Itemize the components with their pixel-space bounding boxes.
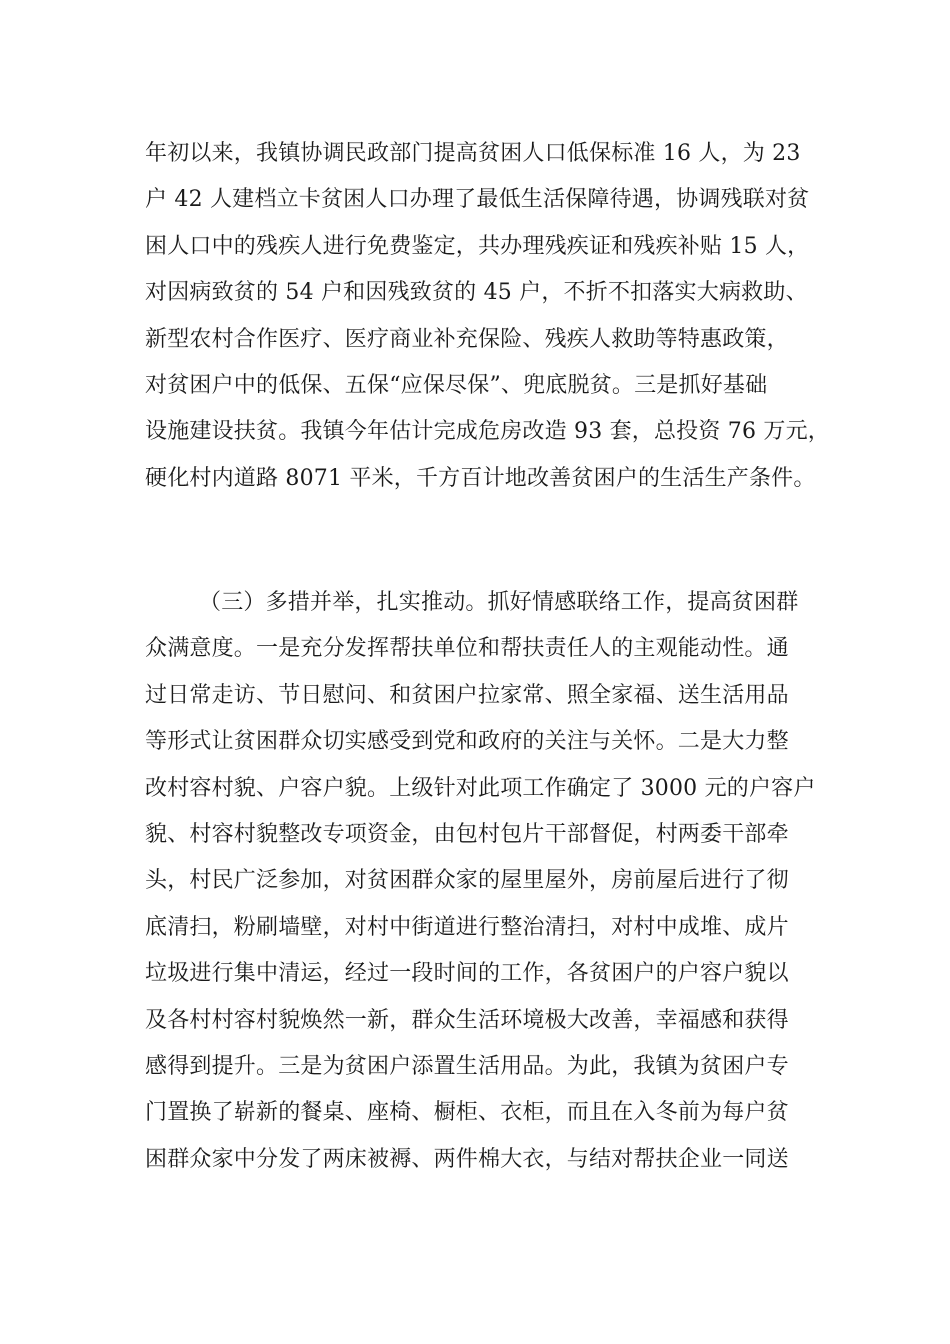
text-line-indented: （三）多措并举，扎实推动。抓好情感联络工作，提高贫困群 <box>199 590 799 615</box>
text-line: 底清扫，粉刷墙壁，对村中街道进行整治清扫，对村中成堆、成片 <box>145 914 789 940</box>
text-line: 头，村民广泛参加，对贫困群众家的屋里屋外，房前屋后进行了彻 <box>145 868 789 894</box>
text-line: 改村容村貌、户容户貌。上级针对此项工作确定了 3000 元的户容户 <box>145 775 816 801</box>
paragraph-2 <box>145 580 835 1183</box>
text-line: 对因病致贫的 54 户和因残致贫的 45 户，不折不扣落实大病救助、 <box>145 280 808 306</box>
text-line: 困群众家中分发了两床被褥、两件棉大衣，与结对帮扶企业一同送 <box>145 1146 789 1172</box>
text-line: 对贫困户中的低保、五保“应保尽保”、兜底脱贫。三是抓好基础 <box>145 372 768 398</box>
text-line: 年初以来，我镇协调民政部门提高贫困人口低保标准 16 人，为 23 <box>145 141 801 166</box>
text-line: 设施建设扶贫。我镇今年估计完成危房改造 93 套，总投资 76 万元， <box>145 419 830 445</box>
text-line: 感得到提升。三是为贫困户添置生活用品。为此，我镇为贫困户专 <box>145 1053 789 1079</box>
text-line: 貌、村容村貌整改专项资金，由包村包片干部督促，村两委干部牵 <box>145 821 789 847</box>
text-line: 过日常走访、节日慰问、和贫困户拉家常、照全家福、送生活用品 <box>145 682 789 708</box>
text-line: 等形式让贫困群众切实感受到党和政府的关注与关怀。二是大力整 <box>145 729 789 755</box>
text-line: 众满意度。一是充分发挥帮扶单位和帮扶责任人的主观能动性。通 <box>145 636 789 662</box>
text-line: 户 42 人建档立卡贫困人口办理了最低生活保障待遇，协调残联对贫 <box>145 187 810 213</box>
text-line: 门置换了崭新的餐桌、座椅、橱柜、衣柜，而且在入冬前为每户贫 <box>145 1100 789 1126</box>
text-line: 硬化村内道路 8071 平米，千方百计地改善贫困户的生活生产条件。 <box>145 465 816 491</box>
text-line: 新型农村合作医疗、医疗商业补充保险、残疾人救助等特惠政策， <box>145 326 789 352</box>
text-line: 垃圾进行集中清运，经过一段时间的工作，各贫困户的户容户貌以 <box>145 961 789 987</box>
paragraph-1 <box>145 131 835 502</box>
text-line: 及各村村容村貌焕然一新，群众生活环境极大改善，幸福感和获得 <box>145 1007 789 1033</box>
text-line: 困人口中的残疾人进行免费鉴定，共办理残疾证和残疾补贴 15 人， <box>145 233 810 259</box>
